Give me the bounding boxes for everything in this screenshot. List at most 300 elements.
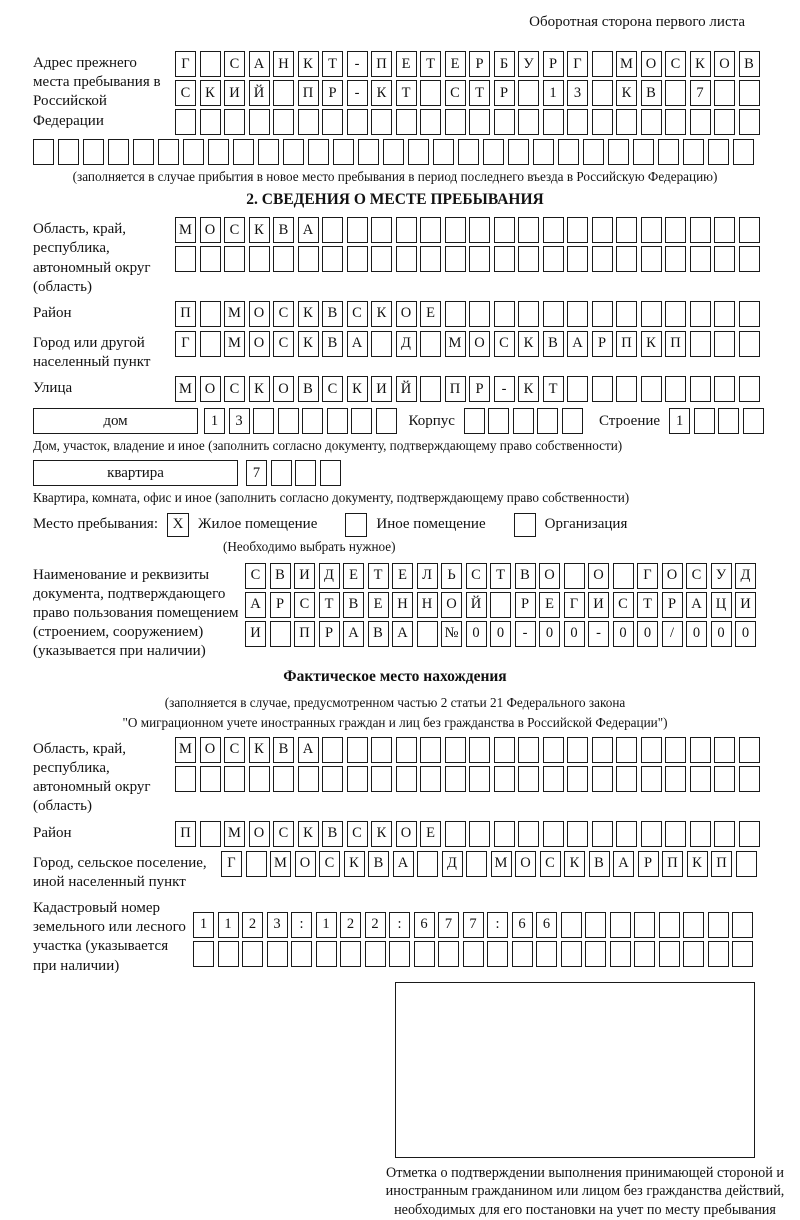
char-box: О [588,563,609,589]
char-box [641,109,662,135]
char-box [732,941,753,967]
char-box [634,912,655,938]
char-box [224,109,245,135]
char-box [714,737,735,763]
char-box: А [298,737,319,763]
char-box: Т [319,592,340,618]
char-box: И [245,621,266,647]
char-box [543,301,564,327]
char-box: 1 [316,912,337,938]
char-box [494,109,515,135]
char-box [218,941,239,967]
char-box [739,246,760,272]
char-box: О [273,376,294,402]
char-box [567,737,588,763]
char-box: С [494,331,515,357]
char-box: С [322,376,343,402]
char-box: М [224,821,245,847]
char-box: Й [396,376,417,402]
char-box [739,766,760,792]
char-box: О [469,331,490,357]
char-box: П [665,331,686,357]
house-number-cells [204,408,397,434]
street-row [175,376,760,402]
char-box [518,737,539,763]
char-box: К [249,376,270,402]
district-row [175,301,760,327]
char-box: В [273,737,294,763]
char-box [283,139,304,165]
char-box: А [245,592,266,618]
char-box: Г [564,592,585,618]
char-box [690,376,711,402]
char-box [408,139,429,165]
char-box [420,766,441,792]
char-box [445,217,466,243]
char-box [494,246,515,272]
char-box: О [200,737,221,763]
char-box [200,246,221,272]
char-box [616,376,637,402]
char-box [414,941,435,967]
char-box: В [739,51,760,77]
char-box: С [540,851,561,877]
char-box: 3 [267,912,288,938]
char-box: П [371,51,392,77]
char-box [371,217,392,243]
char-box: 7 [690,80,711,106]
char-box [633,139,654,165]
char-box [592,766,613,792]
char-box [420,376,441,402]
char-box [592,246,613,272]
option-other-premises-label: Иное помещение [376,516,486,533]
char-box [592,301,613,327]
char-box [583,139,604,165]
char-box: 1 [218,912,239,938]
char-box [659,912,680,938]
char-box [347,766,368,792]
char-box: 1 [543,80,564,106]
prev-address-label: Адрес прежнего места пребывания в Российской Федерации [33,55,161,129]
char-box [347,246,368,272]
char-box [739,217,760,243]
char-box [518,80,539,106]
char-box [641,737,662,763]
city-field [33,331,757,372]
char-box [641,821,662,847]
char-box [739,821,760,847]
prev-address-row-2 [175,80,760,106]
char-box: 1 [193,912,214,938]
char-box: 0 [711,621,732,647]
char-box: 7 [246,460,267,486]
char-box [690,246,711,272]
char-box [246,851,267,877]
char-box [558,139,579,165]
char-box: П [175,301,196,327]
char-box [641,217,662,243]
page-side-note: Оборотная сторона первого листа [529,14,745,30]
char-box [433,139,454,165]
char-box [175,766,196,792]
char-box [469,821,490,847]
char-box: В [515,563,536,589]
char-box: Ц [711,592,732,618]
char-box [690,821,711,847]
char-box: С [686,563,707,589]
char-box: М [491,851,512,877]
char-box [513,408,534,434]
char-box: А [249,51,270,77]
char-box: : [389,912,410,938]
char-box: О [295,851,316,877]
actual-district-row [175,821,760,847]
house-note: Дом, участок, владение и иное (заполнить согласно документу, подтверждающему право собственности) [33,438,623,454]
district-field [33,301,757,327]
checkbox-organization[interactable] [514,513,536,537]
char-box: О [249,821,270,847]
char-box: А [567,331,588,357]
char-box [694,408,715,434]
char-box: О [396,301,417,327]
char-box [200,821,221,847]
char-box [278,408,299,434]
char-box [641,376,662,402]
char-box [469,109,490,135]
char-box: О [249,301,270,327]
char-box [175,246,196,272]
cadastral-field [33,896,757,976]
char-box: В [322,331,343,357]
char-box [351,408,372,434]
char-box: М [270,851,291,877]
char-box: - [494,376,515,402]
char-box [466,851,487,877]
char-box [616,301,637,327]
char-box: С [224,51,245,77]
char-box [298,246,319,272]
char-box: О [200,217,221,243]
char-box [358,139,379,165]
char-box: О [441,592,462,618]
char-box [592,80,613,106]
char-box: Т [490,563,511,589]
char-box [616,246,637,272]
char-box [567,301,588,327]
char-box: К [371,80,392,106]
char-box [417,621,438,647]
char-box [108,139,129,165]
city-row [175,331,760,372]
char-box [518,217,539,243]
char-box: : [487,912,508,938]
char-box [665,109,686,135]
char-box [396,737,417,763]
char-box: Т [322,51,343,77]
char-box: Л [417,563,438,589]
char-box [376,408,397,434]
stroenie-cells [669,408,764,434]
char-box: К [564,851,585,877]
char-box [665,217,686,243]
char-box: С [466,563,487,589]
char-box [494,737,515,763]
char-box [665,821,686,847]
stay-type-note: (Необходимо выбрать нужное) [223,538,396,554]
char-box [273,109,294,135]
char-box [322,217,343,243]
char-box [320,460,341,486]
char-box: С [347,301,368,327]
korpus-cells [464,408,583,434]
char-box: Г [175,331,196,357]
char-box [536,941,557,967]
apartment-cells [246,460,341,486]
char-box: М [175,376,196,402]
document-row-2 [245,592,756,618]
char-box [224,766,245,792]
char-box [371,331,392,357]
actual-district-field [33,821,757,847]
char-box [445,109,466,135]
char-box [347,109,368,135]
char-box: 6 [512,912,533,938]
char-box: С [347,821,368,847]
stamp-area [395,982,755,1158]
char-box [714,80,735,106]
char-box: А [613,851,634,877]
char-box [445,246,466,272]
char-box [592,51,613,77]
city-label: Город или другой населенный пункт [33,334,151,371]
char-box [564,563,585,589]
char-box [665,766,686,792]
char-box: 0 [613,621,634,647]
char-box [739,80,760,106]
char-box [543,109,564,135]
actual-region-label: Область, край, республика, автономный округ (область) [33,740,151,815]
street-field [33,376,757,402]
char-box: Н [392,592,413,618]
char-box: А [343,621,364,647]
char-box: С [224,217,245,243]
char-box: Р [662,592,683,618]
checkbox-residential[interactable]: X [167,513,189,537]
char-box [494,821,515,847]
region-field [33,217,757,297]
char-box [371,766,392,792]
char-box [592,109,613,135]
char-box [714,217,735,243]
char-box [347,737,368,763]
prev-address-row-3 [175,109,760,135]
char-box [567,766,588,792]
char-box: У [711,563,732,589]
char-box [347,217,368,243]
char-box [298,109,319,135]
char-box [487,941,508,967]
char-box [739,109,760,135]
char-box: С [245,563,266,589]
char-box [420,80,441,106]
char-box [58,139,79,165]
char-box [683,912,704,938]
char-box: Г [637,563,658,589]
region-label: Область, край, республика, автономный округ (область) [33,221,151,295]
char-box: Е [445,51,466,77]
char-box [469,301,490,327]
char-box: 6 [536,912,557,938]
char-box [610,941,631,967]
region-row-1 [175,217,760,243]
char-box: - [347,51,368,77]
char-box [333,139,354,165]
prev-address-note: (заполняется в случае прибытия в новое место пребывания в период последнего въезда в Российскую Федерацию) [72,169,718,184]
char-box: Р [469,51,490,77]
char-box [736,851,757,877]
char-box [732,912,753,938]
char-box: П [445,376,466,402]
char-box [340,941,361,967]
actual-region-row-2 [175,766,760,792]
char-box [83,139,104,165]
document-field [33,563,757,662]
char-box: 7 [438,912,459,938]
option-organization-label: Организация [544,516,628,533]
char-box: Е [396,51,417,77]
char-box: А [347,331,368,357]
char-box: 0 [637,621,658,647]
char-box: Т [469,80,490,106]
char-box: Т [396,80,417,106]
char-box [463,941,484,967]
char-box [641,766,662,792]
char-box: И [371,376,392,402]
char-box [613,563,634,589]
char-box [133,139,154,165]
char-box: К [690,51,711,77]
char-box: Н [273,51,294,77]
char-box: О [249,331,270,357]
char-box [193,941,214,967]
option-residential-label: Жилое помещение [198,516,318,533]
char-box [494,217,515,243]
char-box: Т [543,376,564,402]
char-box [488,408,509,434]
char-box [200,766,221,792]
char-box [592,376,613,402]
char-box [714,109,735,135]
char-box: И [224,80,245,106]
char-box: Т [420,51,441,77]
char-box: И [294,563,315,589]
char-box [634,941,655,967]
char-box [592,217,613,243]
char-box [273,766,294,792]
char-box [585,912,606,938]
char-box [365,941,386,967]
char-box [543,737,564,763]
char-box [420,331,441,357]
char-box: С [175,80,196,106]
char-box [270,621,291,647]
char-box: С [445,80,466,106]
char-box [616,766,637,792]
char-box [445,821,466,847]
char-box: 3 [229,408,250,434]
char-box: К [344,851,365,877]
char-box: К [249,737,270,763]
char-box [200,109,221,135]
char-box: Р [543,51,564,77]
char-box [158,139,179,165]
char-box [718,408,739,434]
stay-type-row [33,513,757,537]
char-box: П [298,80,319,106]
stroenie-label: Строение [598,412,661,429]
char-box: Р [638,851,659,877]
char-box: В [322,301,343,327]
char-box: П [711,851,732,877]
char-box [445,737,466,763]
char-box [659,941,680,967]
char-box [420,737,441,763]
char-box [249,766,270,792]
char-box: Е [368,592,389,618]
actual-region-field [33,737,757,817]
actual-city-label: Город, сельское поселение, иной населенный пункт [33,854,207,890]
char-box: О [396,821,417,847]
char-box: Е [539,592,560,618]
char-box: Е [392,563,413,589]
char-box: В [641,80,662,106]
char-box: К [518,376,539,402]
house-row [33,408,757,434]
char-box: А [298,217,319,243]
char-box [249,246,270,272]
char-box [518,109,539,135]
char-box: К [298,301,319,327]
region-row-2 [175,246,760,272]
char-box [33,139,54,165]
char-box [308,139,329,165]
char-box [641,246,662,272]
char-box: М [175,737,196,763]
char-box: К [687,851,708,877]
actual-location-note-1: (заполняется в случае, предусмотренном частью 2 статьи 21 Федерального закона [164,694,626,710]
char-box [665,80,686,106]
char-box [708,139,729,165]
char-box: 1 [669,408,690,434]
char-box: 2 [242,912,263,938]
char-box [518,246,539,272]
char-box: П [662,851,683,877]
char-box: В [270,563,291,589]
char-box [389,941,410,967]
prev-address-field [33,51,757,135]
char-box [327,408,348,434]
char-box [371,246,392,272]
char-box: С [665,51,686,77]
char-box [610,912,631,938]
char-box [322,737,343,763]
char-box: Е [420,821,441,847]
char-box [322,109,343,135]
char-box [417,851,438,877]
char-box: С [273,301,294,327]
checkbox-other-premises[interactable] [345,513,367,537]
